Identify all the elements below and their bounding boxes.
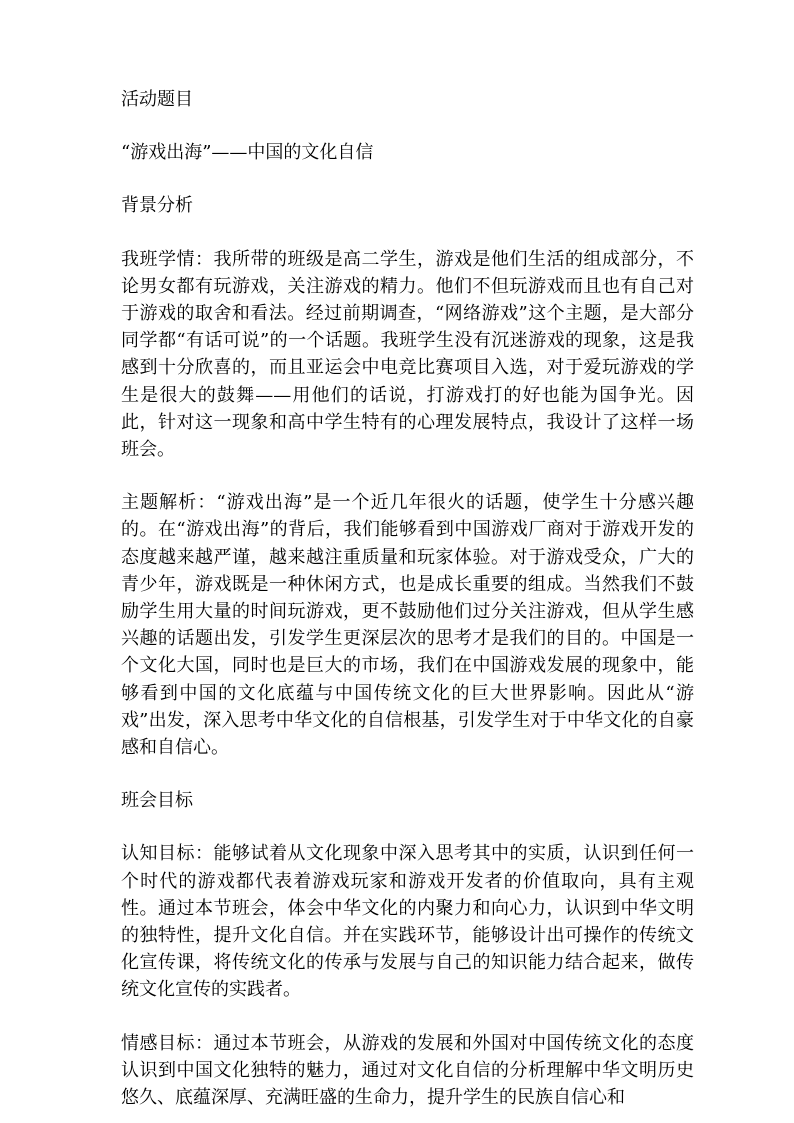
spacer bbox=[121, 761, 694, 787]
emotional-goal-paragraph: 情感目标：通过本节班会，从游戏的发展和外国对中国传统文化的态度认识到中国文化独特的魅力，通过对文化自信的分析理解中华文明历史悠久、底蕴深厚、充满旺盛的生命力，提升学生的民族自信心和 bbox=[121, 1032, 694, 1109]
class-situation-paragraph: 我班学情：我所带的班级是高二学生，游戏是他们生活的组成部分，不论男女都有玩游戏，关注游戏的精力。他们不但玩游戏而且也有自己对于游戏的取舍和看法。经过前期调查，“网络游戏”这个主题，是大部分同学都“有话可说”的一个话题。我班学生没有沉迷游戏的现象，这是我感到十分欣喜的，而且亚运会中电竞比赛项目入选，对于爱玩游戏的学生是很大的鼓舞——用他们的话说，打游戏打的好也能为国争光。因此，针对这一现象和高中学生特有的心理发展特点，我设计了这样一场班会。 bbox=[121, 248, 694, 461]
spacer bbox=[121, 463, 694, 489]
theme-analysis-paragraph: 主题解析：“游戏出海”是一个近几年很火的话题，使学生十分感兴趣的。在“游戏出海”的背后，我们能够看到中国游戏厂商对于游戏开发的态度越来越严谨，越来越注重质量和玩家体验。对于游戏受众，广大的青少年，游戏既是一种休闲方式，也是成长重要的组成。当然我们不鼓励学生用大量的时间玩游戏，更不鼓励他们过分关注游戏，但从学生感兴趣的话题出发，引发学生更深层次的思考才是我们的目的。中国是一个文化大国，同时也是巨大的市场，我们在中国游戏发展的现象中，能够看到中国的文化底蕴与中国传统文化的巨大世界影响。因此从“游戏”出发，深入思考中华文化的自信根基，引发学生对于中华文化的自豪感和自信心。 bbox=[121, 492, 694, 759]
cognitive-goal-paragraph: 认知目标：能够试着从文化现象中深入思考其中的实质，认识到任何一个时代的游戏都代表着游戏玩家和游戏开发者的价值取向，具有主观性。通过本节班会，体会中华文化的内聚力和向心力，认识到中华文明的独特性，提升文化自信。并在实践环节，能够设计出可操作的传统文化宣传课，将传统文化的传承与发展与自己的知识能力结合起来，做传统文化宣传的实践者。 bbox=[121, 843, 694, 1001]
spacer bbox=[121, 1004, 694, 1030]
spacer bbox=[121, 220, 694, 246]
spacer bbox=[121, 166, 694, 192]
activity-title: “游戏出海”——中国的文化自信 bbox=[121, 142, 374, 164]
spacer bbox=[121, 814, 694, 840]
activity-title-label: 活动题目 bbox=[121, 89, 193, 110]
background-heading: 背景分析 bbox=[121, 195, 193, 217]
spacer bbox=[121, 113, 694, 139]
goals-heading: 班会目标 bbox=[121, 790, 193, 812]
